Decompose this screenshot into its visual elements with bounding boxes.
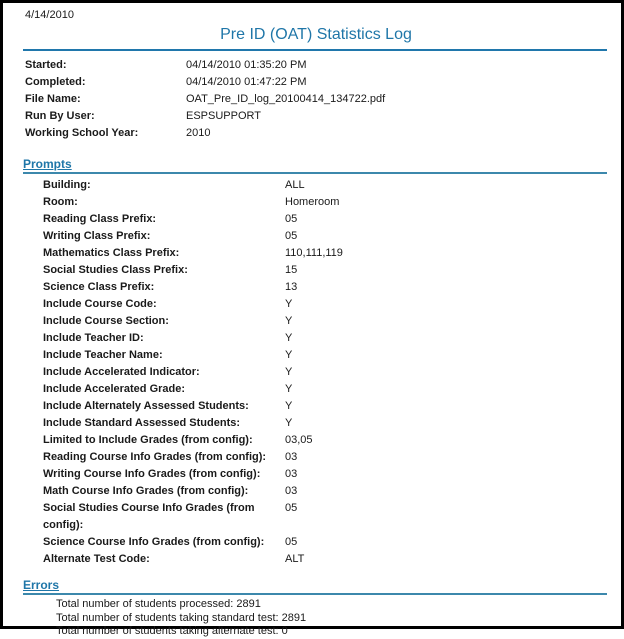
prompt-row-building [23,177,609,194]
prompt-label: Social Studies Course Info Grades (from config): [43,502,255,531]
report-content [3,3,621,639]
errors-section [23,578,609,639]
prompt-label: Include Teacher Name: [43,349,163,361]
prompt-row-include-standard-assessed [23,415,609,432]
header-label: Completed: [25,76,86,88]
prompt-label: Include Accelerated Indicator: [43,366,200,378]
header-row-started [23,57,609,74]
errors-heading-text: Errors [23,578,60,592]
run-date: 4/14/2010 [25,9,74,21]
header-row-run-by-user [23,108,609,125]
page-title: Pre ID (OAT) Statistics Log [220,26,412,43]
prompt-value: 05 [285,213,298,225]
prompt-label: Include Course Section: [43,315,169,327]
prompt-label: Social Studies Class Prefix: [43,264,188,276]
header-value: 2010 [186,127,211,139]
header-label: Working School Year: [25,127,139,139]
prompt-label: Reading Class Prefix: [43,213,157,225]
prompts-section [23,157,609,568]
prompt-label: Include Standard Assessed Students: [43,417,241,429]
prompt-value: 15 [285,264,298,276]
prompt-row-alternate-test-code [23,551,609,568]
prompt-row-room [23,194,609,211]
prompt-row-writing-course-info-grades [23,466,609,483]
prompt-label: Science Class Prefix: [43,281,155,293]
prompt-value: Y [285,349,293,361]
prompt-row-include-accelerated-indicator [23,364,609,381]
header-label: Started: [25,59,67,71]
prompt-value: 05 [285,536,298,548]
error-line-students-processed: Total number of students processed: 2891 [56,598,261,610]
prompt-row-include-teacher-name [23,347,609,364]
prompt-row-include-course-code [23,296,609,313]
prompt-value: 03 [285,451,298,463]
prompt-value: Y [285,383,293,395]
prompt-row-social-studies-class-prefix [23,262,609,279]
prompt-label: Mathematics Class Prefix: [43,247,180,259]
prompts-section-heading [23,157,607,174]
prompt-value: ALL [285,179,305,191]
prompt-row-mathematics-class-prefix [23,245,609,262]
prompt-value: Y [285,366,293,378]
prompt-label: Math Course Info Grades (from config): [43,485,249,497]
prompt-value: Homeroom [285,196,340,208]
prompt-value: Y [285,417,293,429]
prompt-value: 05 [285,230,298,242]
prompt-row-science-class-prefix [23,279,609,296]
prompt-label: Writing Course Info Grades (from config): [43,468,261,480]
prompt-row-limited-to-include-grades [23,432,609,449]
prompt-row-science-course-info-grades [23,534,609,551]
prompt-value: Y [285,298,293,310]
prompt-value: 03 [285,468,298,480]
prompts-table [23,177,609,568]
prompt-value: Y [285,400,293,412]
error-line-standard-test: Total number of students taking standard test: 2891 [56,611,307,624]
prompt-value: 03,05 [285,434,313,446]
prompt-row-math-course-info-grades [23,483,609,500]
prompt-value: 13 [285,281,298,293]
header-row-file-name [23,91,609,108]
header-label: File Name: [25,93,81,105]
prompts-heading-text: Prompts [23,157,72,171]
prompt-row-social-studies-course-info-grades [23,500,609,534]
header-value: 04/14/2010 01:47:22 PM [186,76,307,88]
prompt-label: Include Alternately Assessed Students: [43,400,249,412]
header-value: ESPSUPPORT [186,110,261,122]
prompt-value: 05 [285,502,298,514]
prompt-label: Reading Course Info Grades (from config): [43,451,267,463]
header-value: OAT_Pre_ID_log_20100414_134722.pdf [186,93,386,105]
prompt-label: Include Teacher ID: [43,332,144,344]
header-row-completed [23,74,609,91]
prompt-value: Y [285,315,293,327]
prompt-value: Y [285,332,293,344]
prompt-label: Limited to Include Grades (from config): [43,434,253,446]
header-value: 04/14/2010 01:35:20 PM [186,59,307,71]
prompt-value: ALT [285,553,305,565]
prompt-row-reading-class-prefix [23,211,609,228]
errors-section-heading [23,578,607,595]
prompt-row-reading-course-info-grades [23,449,609,466]
report-header-table [23,57,609,142]
error-line-alternate-test: Total number of students taking alternate test: 0 [56,625,288,637]
prompt-label: Room: [43,196,78,208]
prompt-label: Include Accelerated Grade: [43,383,186,395]
prompt-row-include-alternately-assessed [23,398,609,415]
prompt-value: 110,111,119 [285,247,343,259]
prompt-label: Science Course Info Grades (from config): [43,536,265,548]
prompt-row-include-accelerated-grade [23,381,609,398]
prompt-row-writing-class-prefix [23,228,609,245]
prompt-row-include-course-section [23,313,609,330]
prompt-label: Include Course Code: [43,298,157,310]
title-divider [23,49,607,51]
header-label: Run By User: [25,110,95,122]
errors-summary [23,598,609,639]
prompt-label: Writing Class Prefix: [43,230,151,242]
prompt-value: 03 [285,485,298,497]
prompt-label: Building: [43,179,91,191]
prompt-row-include-teacher-id [23,330,609,347]
prompt-label: Alternate Test Code: [43,553,150,565]
header-row-working-school-year [23,125,609,142]
